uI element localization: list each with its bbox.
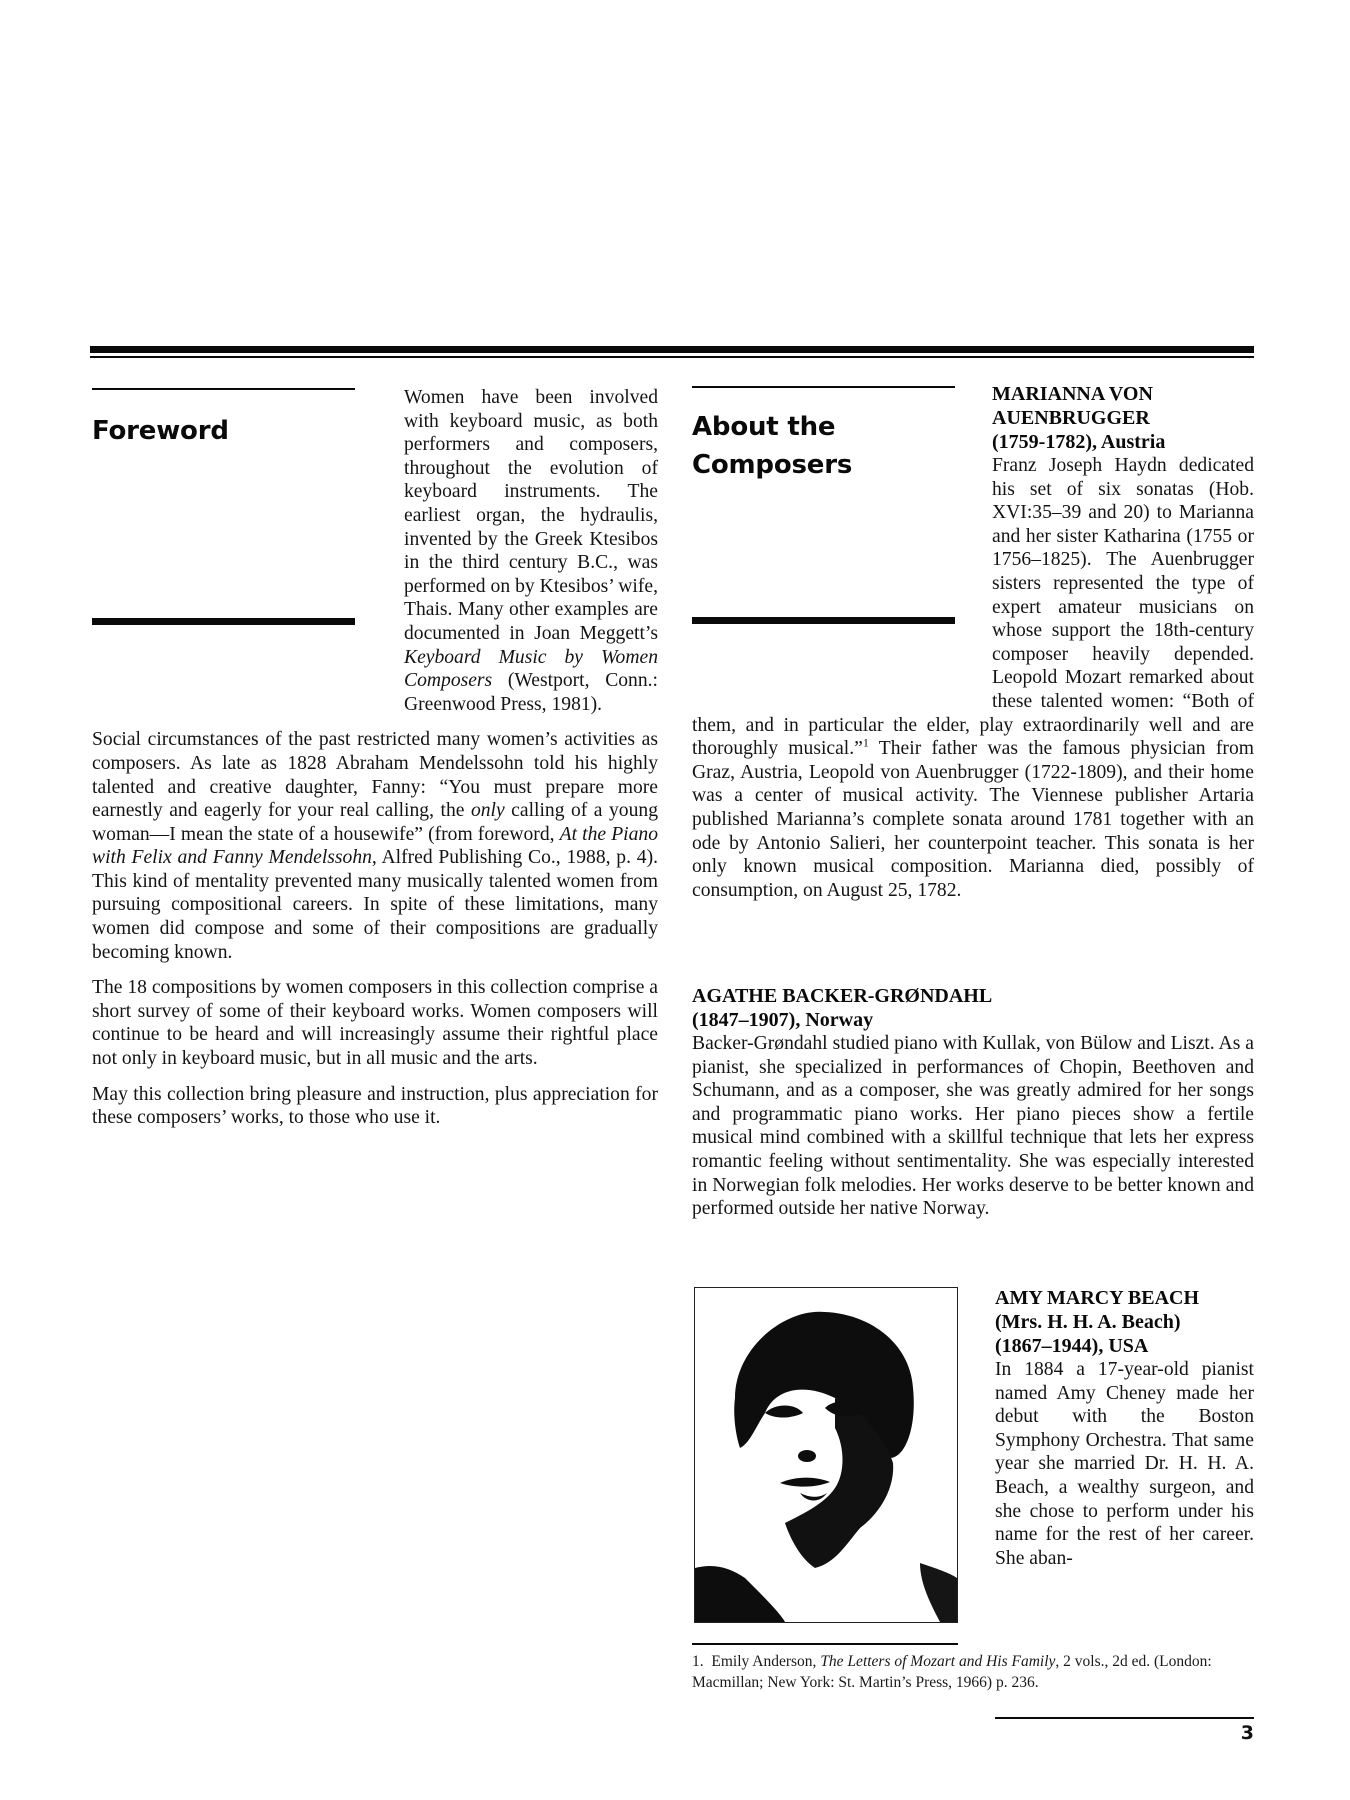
- text-run: , 2 vols., 2d ed. (London: Macmillan; New York: St. Martin’s Press, 1966) p. 236.: [692, 1653, 1212, 1691]
- text-run: , Alfred Publishing Co., 1988, p. 4). This kind of mentality prevented many musically talented women from pursuing compositional careers. In spite of these limitations, many women did compose and some of their compositions are gradually becoming known.: [92, 847, 658, 963]
- text-run: Franz Joseph Haydn dedicated his set of six sonatas (Hob. XVI:35–39 and 20) to Marianna and her sister Katharina (1755 or 1756–1825). The Auenbrugger sisters represented the type of expert amateur musicians on whose support the 18th-century composer heavily depended. Leopold Mozart remarked about these talented women: “Both of them, and in particular the elder, play extraordinarily well and are thoroughly musical.”: [692, 455, 1254, 760]
- composer-dates: (1867–1944), USA: [995, 1335, 1149, 1357]
- foreword-heading-space: [92, 386, 404, 716]
- text-run: Women have been involved with keyboard music, as both performers and composers, throughout the evolution of keyboard instruments. The earliest organ, the hydraulis, invented by the Greek Ktesibos in the third century B.C., was performed on by Ktesibos’ wife, Thais. Many other examples are documented in Joan Meggett’s: [404, 387, 658, 644]
- composer-bio: [692, 1032, 1254, 1221]
- composer-dates: (1759-1782), Austria: [992, 431, 1166, 453]
- text-run: Emily Anderson,: [703, 1653, 821, 1670]
- foreword-paragraph-2: [92, 728, 658, 964]
- text-run: The 18 compositions by women composers in this collection comprise a short survey of some of their keyboard works. Women composers will continue to be heard and will increasingly assume their rightful place not only in keyboard music, but in all music and the arts.: [92, 977, 658, 1070]
- portrait-image: [695, 1288, 957, 1622]
- foreword-heading: Foreword: [92, 416, 229, 446]
- page-number-rule: [995, 1717, 1254, 1719]
- about-heading-line-2: Composers: [692, 450, 853, 480]
- composer-name-line: AGATHE BACKER-GRØNDAHL: [692, 985, 993, 1007]
- text-run: Their father was the famous physician from Graz, Austria, Leopold von Auenbrugger (1722-1809), and their home was a center of musical activity. The Viennese publisher Artaria published Marianna’s complete sonata around 1781 together with an ode by Antonio Salieri, her counterpoint teacher. This sonata is her only known musical composition. Marianna died, possibly of consumption, on August 25, 1782.: [692, 738, 1254, 901]
- footnote-1: [692, 1651, 1254, 1693]
- composer-name: [995, 1286, 1254, 1358]
- text-run: In 1884 a 17-year-old pianist named Amy Cheney made her debut with the Boston Symphony Orchestra. That same year she married Dr. H. H. A. Beach, a wealthy surgeon, and she chose to perform under his name for the rest of her career. She aban-: [995, 1359, 1254, 1569]
- footnote-rule: [692, 1643, 958, 1645]
- top-rule-thin: [90, 356, 1254, 358]
- emphasis: only: [470, 800, 505, 822]
- page-number: 3: [1240, 1722, 1254, 1744]
- composer-name-line: MARIANNA VON: [992, 383, 1153, 405]
- text-run: Backer-Grøndahl studied piano with Kullak, von Bülow and Liszt. As a pianist, she specialized in performances of Chopin, Beethoven and Schumann, and as a composer, she was greatly admired for her songs and programmatic piano works. Her piano pieces show a fertile musical mind combined with a skillful technique that lets her express romantic feeling without sentimentality. She was especially interested in Norwegian folk melodies. Her works deserve to be better known and performed outside her native Norway.: [692, 1033, 1254, 1220]
- top-rule-thick: [90, 346, 1254, 353]
- composer-entry-backer-grondahl: [692, 984, 1254, 1221]
- book-title: At the Piano with Felix and Fanny Mendelssohn: [92, 823, 658, 869]
- book-title: The Letters of Mozart and His Family: [820, 1653, 1056, 1670]
- composer-name: [692, 984, 1254, 1032]
- foreword-paragraph-4: [92, 1083, 658, 1130]
- text-run: (Westport, Conn.: Greenwood Press, 1981).: [404, 670, 658, 715]
- text-run: Social circumstances of the past restricted many women’s activities as composers. As late as 1828 Abraham Mendelssohn told his highly talented and creative daughter, Fanny: “You must prepare more earnestly and eagerly for your real calling, the: [92, 729, 658, 822]
- portrait-photo-icon: [694, 1287, 958, 1623]
- composer-name-line: AUENBRUGGER: [992, 407, 1150, 429]
- footnote-number: 1.: [692, 1653, 704, 1670]
- composer-dates: (1847–1907), Norway: [692, 1009, 874, 1031]
- about-heading-space: [692, 382, 992, 704]
- composer-bio: [995, 1358, 1254, 1570]
- book-title: Keyboard Music by Women Composers: [404, 646, 658, 692]
- composer-alias: (Mrs. H. H. A. Beach): [995, 1311, 1181, 1333]
- foreword-body: [92, 386, 658, 1130]
- composer-entry-auenbrugger: [692, 382, 1254, 902]
- composer-entry-beach: [995, 1286, 1254, 1570]
- text-run: calling of a young woman—I mean the state of a housewife” (from foreword,: [92, 800, 658, 845]
- about-heading-line-1: About the: [692, 412, 836, 442]
- text-run: May this collection bring pleasure and instruction, plus appreciation for these composers’ works, to those who use it.: [92, 1083, 658, 1129]
- footnote-reference[interactable]: 1: [862, 735, 869, 750]
- foreword-paragraph-3: [92, 976, 658, 1070]
- composer-name-line: AMY MARCY BEACH: [995, 1287, 1200, 1309]
